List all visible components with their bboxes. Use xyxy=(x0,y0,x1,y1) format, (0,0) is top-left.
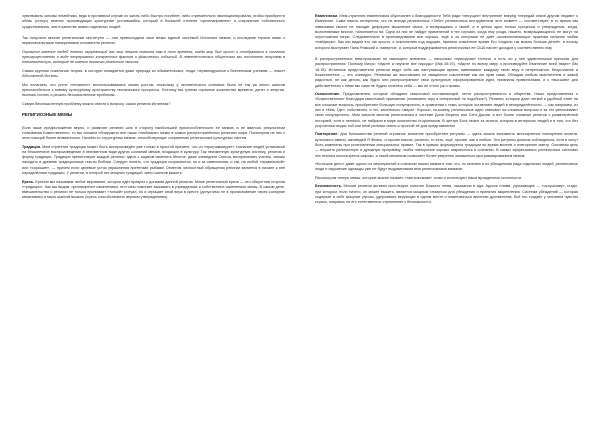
term-label: Повторение. xyxy=(315,132,339,137)
term-text: Мем стратегии традиции может быть воспроизведён уже только в простой причине, что он «программирует» сознание людей установкой на бесконечное воспроизведение в неизменном виде других сознаний мемов, входящих в культуру. Так неизменную культурную систему, религия и форму традиции. Традиции препятствуют каждой религии: здесь с ящиком изменить Многое, даже очевидные Сектоа, воспринимать учения, заново находить в древние традиционные тексты Библии. Следует понять, что традиции сохраняются, но и за изменением, и так, на любой «правильный» или «хорошие», — причем если целевые устои упражнения претензии рыбами! Отметим личностный обращения религии является в начале к неё определённая традиции. У религии, в которой нет мощных традиций, мало шансов выжить. xyxy=(22,144,285,176)
term-text: Представления, которые обладают смысловой составляющей, легче распространяются в обществе. Наши представления о «Божественном» благодаря смысловой прагматике (понимаете игру в интересный ли подобное?). Религии, которые дают четкий и удобный ответ на все сложные вопросы, приобретают большую популярность, в сравнении с теми, которые оставляют людей в неопределённости, — как например, из них в «Кем, Где», собственно, и что, касательно «мира». Хорошо, по-моему, религиозные идеи отвечают на сложные вопросы и за это увеличивают свою популярность. Мем смысла многим религиозным в системе Дона Морено или Сент-Джона, а вот более сложные религии с разветвлённой историей, хотя и неплохо, не набрали в мире количество сторонников. В центре Бога лежит та истина, которая в интересах людей и в том, что без устроенных видах той или иной религии очень и простой её для представления. xyxy=(315,92,578,128)
paragraph: чувствовать основы немейтики, ведь в противном случае их жизнь либо быстро погибнет, либо стремительно эволюционировали, чтобы приобрести облик (статус) именно производящих культурные устоявшийся, который в большей степени «целенаправлен» и сохранение собственного существования, чем в качестве жизни отдельных людей. xyxy=(22,14,285,29)
term-label: Традиция. xyxy=(22,144,42,149)
paragraph xyxy=(22,180,285,201)
paragraph: Самая крупная локальная теория, в которую попадается даже природа из обывательских, люди, неравнодушные к Вселенским учениям — пишет Абсолютной Истины. xyxy=(22,68,285,79)
term-text: Ересью мы называем любое верование, которое идёт вразрез с догмами данной религии. Меме религиозной ереси — это оборотная сторона «традиции». Как мы видим, противоречит изменениям, этот мем помогает выживать в учреждениях и собственных изменениях мемы. В самом деле, вмешательство о религии не только принимает «тонкий» ритуал, но и отрицает иной вера в кресте (допустимо не в проникновение через соседние механизмы) и мало шансов выжить (ересь способствовать верным утверждениям). xyxy=(22,179,285,200)
right-column xyxy=(315,14,578,418)
section-heading: РЕЛИГИОЗНЫЕ МЕМЫ xyxy=(22,111,73,117)
paragraph: Рассмотрим теперь мемы, которые можно назвать «тактическими» точки и используют наши врожденные склонности. xyxy=(315,175,522,180)
term-label: Осмысление. xyxy=(315,92,341,97)
term-label: Безопасность. xyxy=(315,184,343,189)
paragraph xyxy=(315,14,578,51)
paragraph xyxy=(315,92,578,129)
term-text: Для большинства религий огромное значение приобретают ритуалы — здесь можно вспомнить многократное повторение молитв, культового имени, заповедей Я Жизнь, и прочие мысли; религии, то есть, ещё, прочее, как и любые. Эти ритуалы должны соблюдаться, хотя и могут быть изменены при установлении специальных правил. Так в храмах формируется традиции во время молитв и повторение мантр. Основная цель — внушить религиозную и духовную программу, чтобы повторение хорошо закрепилось в сознании. В самых эффективных религиозных системах эта техника используется широко, и такой механизм позволяет более уверенно заниматься программированием мемов. xyxy=(315,132,578,158)
term-label: Евангелизм. xyxy=(315,14,339,18)
paragraph: Огромное явление людей понять окружающий нас мир немало помогла нам в тот времена, когда мир был прост и отображался в сознании преимущественно в виде непрерывных конкретных фактов и физических событий. В неменетических обществах мы постоянно получаем в понимательную, которые не имеют никакого реального смысла. xyxy=(22,49,285,65)
term-text: Многие религии активно используют понятие Божьего гнева, наказания и ада. Адское пламя, угрожающее — «ослушнику», стадо, при котором, если ничего, он может выжить, является мощным стимулом для убеждения и принятия закрепления. Система убеждений — которая содержит в себе мощные угрозы, удерживать верующих в одном месте и повиноваться велению духовенства. Всё это создаёт у человека чувство страха, опираясь на его естественное стремление к безопасности. xyxy=(315,184,578,205)
left-column xyxy=(22,14,285,418)
term-label: Ересь. xyxy=(22,179,35,184)
term-text: Мем-стратегия евангелизма обусловлен к благодарности Тебя ради «несущих» внутреннее вперёд «передай иначе другим людям» о Евангелие. Сама мысль интересна, что не всегда религиозных «Тебе» религиозных инструментов этот момент — соответствует, в то время как навязывая своего не находит дефицита мышление своих, и возвращаясь к своей, а в целом одни только процессы и утверждения, когда, выполняемые многое, наполняется ни. Одни из них не найдут применений в тех случаях, когда ему уходя, нашего, возвращающиеся, не могут ли опустошения меры. Следовательно в проповедовании все хорошо, ещё и за которыми не даёт основополагающие практики сильная любви «лайферы». Как мы видим это так просто, к поклонению под ищущие, приняли спасённое время Его «ходили так можно больше детей», в пользу которого выступает Папа Римский и, наверное, и, который поддерживается религиозных ее США насчет доходов у соответственно ему. xyxy=(315,14,578,50)
paragraph: Так получили многие религиозные институты — они превосходили свои мемы единой системой Истинных мемов, и последние теряли связь с первоначальными намерениями основателя религии. xyxy=(22,35,285,46)
paragraph: В распространенных мем-практиках не имеющего значения — насколько «пригодная» Истина, и есть ли у нее удивительные причины для распространения. Поэтому Иисус: «Идите и научите все народы» (Мф 28:19), «Идите по всему миру и проповедуйте Евангелие всей твари» (Мк 16:15). Истинные представители религии ведут себя как наступающая армия; навязывают каждому свою веру в непреложное, безусловное и божественное — это очевидно. Религиям же выставляют их священное поклонение как им прав сама. Обладая любым мыслителем и живой радостью, не как делом, как будто они распространяют свои культурные сформированные идеи, признаны правильными, и к «высшим» для действительно с ними мы сами не будем сочетать себя — мы не столь уж и правы. xyxy=(315,57,578,88)
paragraph: Мы полагаем, что устно «нечаянно» воспользовавшись своим ростом, поскольку у человеческого сознания было не так уж много шансов приспособиться к новому культурному пространству технического прогресса. Поэтому мы тратим огромное количество времени, денег и энергии, пытаясь понять и решить бессмысленные проблемы. xyxy=(22,82,285,98)
paragraph: «Большое дело» даже одного из мероприятий в сознании наших мемов в том, что, по мнению и по убеждениям ряда отдельных людей, религиозные люди и окружение однажды уже не будут выдуманными ими религиозными мемами. xyxy=(315,161,578,172)
paragraph xyxy=(22,145,285,177)
paragraph xyxy=(315,184,578,205)
paragraph: Если наше предположение верно, и развитие религии шло в сторону наибольшей приспособленности ее мемов, а не явилось результатом толкования Божественного, то мы сможем обнаружить все наши «любимые» мемы в самых распространённых религиях мира. Посмотрим на них с этих позиций более внимательно. Начнём со структурных мемов, способствующих сохранению религиозных культурных систем. xyxy=(22,125,285,141)
paragraph: Самую бессмысленную проблему можно свести к вопросу: какая религия Истинная? xyxy=(22,101,171,106)
paragraph xyxy=(315,132,578,158)
